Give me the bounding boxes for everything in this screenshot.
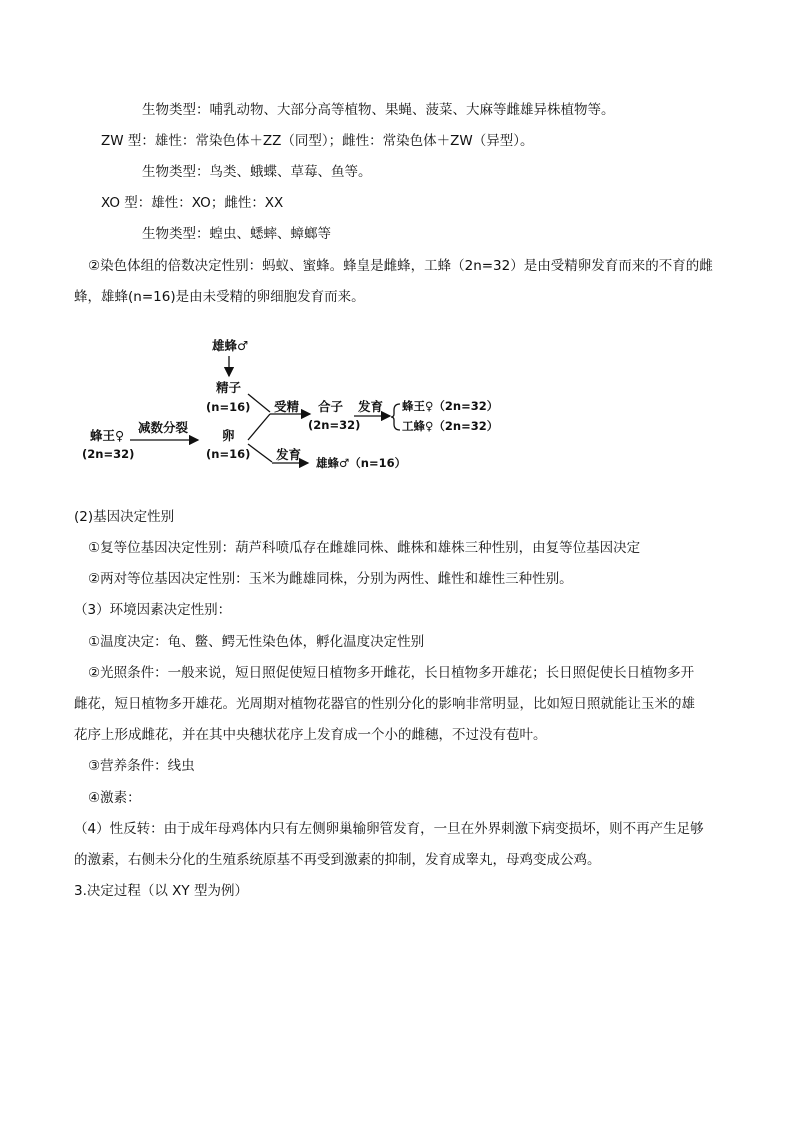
- line-egg-to-fertilize: [248, 414, 270, 440]
- brace: [391, 404, 400, 430]
- zygote-count: (2n=32): [308, 418, 361, 432]
- text-line: ①温度决定：龟、鳖、鳄无性染色体，孵化温度决定性别: [88, 634, 425, 650]
- male-output-label: 雄蜂♂（n=16）: [316, 456, 407, 470]
- egg-count: (n=16): [206, 447, 251, 461]
- text-line: ZW 型：雄性：常染色体＋ZZ（同型）；雌性：常染色体＋ZW（异型）。: [101, 133, 534, 149]
- text-line: ④激素：: [88, 790, 141, 806]
- text-line: （4）性反转：由于成年母鸡体内只有左侧卵巢输卵管发育，一旦在外界刺激下病变损坏，则不再产生足够: [74, 821, 704, 837]
- bee-sex-determination-diagram: [82, 332, 512, 482]
- text-line: ②两对等位基因决定性别：玉米为雌雄同株，分别为两性、雌性和雄性三种性别。: [88, 571, 573, 587]
- section-heading: (2)基因决定性别: [74, 509, 175, 525]
- sperm-label: 精子: [216, 380, 242, 395]
- line-egg-to-develop: [248, 444, 272, 462]
- queen-count: (2n=32): [82, 447, 135, 461]
- zygote-label: 合子: [318, 399, 344, 414]
- text-line: 生物类型：蝗虫、蟋蟀、蟑螂等: [142, 226, 331, 242]
- text-line: 生物类型：哺乳动物、大部分高等植物、果蝇、菠菜、大麻等雌雄异株植物等。: [142, 102, 615, 118]
- text-line: 生物类型：鸟类、蛾蝶、草莓、鱼等。: [142, 164, 372, 180]
- text-line: ②染色体组的倍数决定性别：蚂蚁、蜜蜂。蜂皇是雌蜂，工蜂（2n=32）是由受精卵发育而来的不育的雌: [88, 258, 713, 274]
- develop-label: 发育: [358, 399, 384, 414]
- section-heading: （3）环境因素决定性别：: [74, 602, 232, 618]
- line-sperm-to-fertilize: [248, 394, 270, 412]
- male-bee-label: 雄蜂♂: [212, 338, 249, 353]
- text-line: 蜂，雄蜂(n=16)是由未受精的卵细胞发育而来。: [74, 289, 365, 305]
- text-line: ②光照条件：一般来说，短日照促使短日植物多开雌花，长日植物多开雄花；长日照促使长日植物多开: [88, 665, 695, 681]
- meiosis-label: 减数分裂: [138, 420, 189, 435]
- text-line: ③营养条件：线虫: [88, 758, 195, 774]
- text-line: XO 型：雄性：XO；雌性：XX: [101, 195, 284, 211]
- text-line: 花序上形成雌花，并在其中央穗状花序上发育成一个小的雌穗，不过没有苞叶。: [74, 727, 547, 743]
- text-line: ①复等位基因决定性别：葫芦科喷瓜存在雌雄同株、雌株和雄株三种性别，由复等位基因决定: [88, 540, 641, 556]
- sperm-count: (n=16): [206, 400, 251, 414]
- develop-label-2: 发育: [276, 447, 302, 462]
- queen-output-label: 蜂王♀（2n=32）: [402, 399, 499, 413]
- egg-label: 卵: [222, 428, 235, 443]
- section-heading: 3.决定过程（以 XY 型为例）: [74, 883, 248, 899]
- text-line: 雌花，短日植物多开雄花。光周期对植物花器官的性别分化的影响非常明显，比如短日照就能让玉米的雄: [74, 696, 695, 712]
- worker-output-label: 工蜂♀（2n=32）: [402, 419, 499, 433]
- queen-label: 蜂王♀: [90, 428, 125, 443]
- fertilize-label: 受精: [274, 399, 300, 414]
- text-line: 的激素，右侧未分化的生殖系统原基不再受到激素的抑制，发育成睾丸，母鸡变成公鸡。: [74, 852, 601, 868]
